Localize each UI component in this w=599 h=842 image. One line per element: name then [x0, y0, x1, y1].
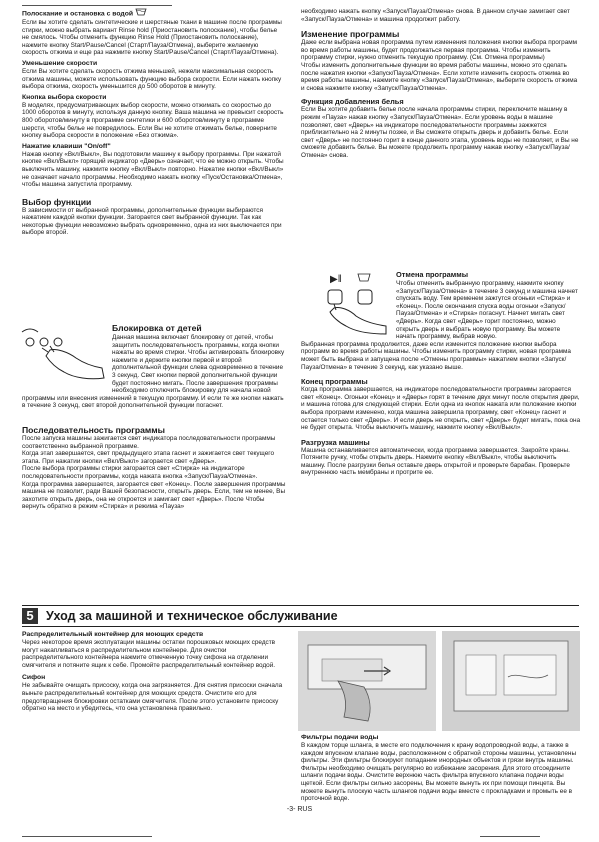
sequence-text-2: Когда этап завершается, свет предыдущего этапа гаснет и зажигается свет текущего этапа. При нажатии кнопки «Вкл/Выкл» загорается свет «Дверь».	[22, 450, 275, 465]
change-program-heading: Изменение программы	[301, 29, 400, 40]
change-program-text: Даже если выбрана новая программа путем изменения положения кнопки выбора программ во время работы машины, будет продолжаться первая программа. Чтобы изменить программу стирки, нужно отменить текущую программу. (См. Отмена программы)	[301, 39, 578, 62]
dispenser-photos	[298, 631, 580, 731]
child-lock-float	[22, 334, 112, 388]
siphon-heading: Сифон	[22, 674, 46, 682]
child-lock-text: Данная машина включает блокировку от детей, чтобы защитить последовательность программы, когда кнопки нажаты во время стирки. Чтобы активировать блокировку нажмите и держите кнопки первой и второй дополнительной функции слева одновременно в течение 3 секунд. Свет кнопки первой дополнительной функции будет постоянно мигать. После завершения программы необходимо отключить блокировку для начала новой программы или внесения изменений в текущую программу. И если те же кнопки нажать в течение 3 секунд, свет второй дополнительной функции погаснет.	[22, 334, 285, 410]
spin-button-heading: Кнопка выбора скорости	[22, 93, 107, 101]
dispenser-heading: Распределительный контейнер для моющих средств	[22, 631, 204, 638]
add-laundry-heading: Функция добавления белья	[301, 97, 404, 107]
end-program-text: Когда программа завершается, на индикаторе последовательности программы загорается свет «Конец». Огоньки «Конец» и «Дверь» горят в течение двух минут после открытия двери, и машина готова для следующей стирки. Если одна из кнопок нажата или положение кнопки выбора программ изменено, когда машина завершила программу, свет «Конец» гаснет и остается только свет «Дверь». И если дверь не открыть, свет «Дверь» будет мигать, пока она не будет открыта. Чтобы выключить машину, нажмите кнопку «Вкл/Выкл».	[301, 386, 581, 432]
filters-text: В каждом торце шланга, в месте его подключения к крану водопроводной воды, а также в каждом впускном клапане воды, расположенном с обратной стороны машины, установлены фильтры. Эти фильтры блокируют попадание инородных объектов и грязи внутрь машины. Фильтры необходимо очищать регулярно во избежание засорения. Для этого отсоедините шланги подачи воды. Очистите верхнюю часть фильтра впускного клапана подачи воды щеткой. Если фильтры сильно засорены, Вы можете вынуть их при помощи пинцета. Вы можете вынуть плоскую часть шлангов подачи воды вместе с прокладками и промыть ее в проточной воде.	[301, 742, 577, 803]
rinse-hold-text: Если вы хотите сделать синтетические и шерстяные ткани в машине после программы стирки, можно выбрать вариант Rinse hold (Приостановить полоскание), чтобы белье не смялось. Чтобы отменить функцию Rinse Hold (Приостановить полоскание), нажмите кнопку Start/Pause/Cancel (Старт/Пауза/Отмена), выберите желаемую скорость отжима и еще раз нажмите кнопку Start/Pause/Cancel (Старт/Пауза/Отмена).	[22, 19, 282, 57]
page-number: -3- RUS	[286, 806, 313, 813]
left-column-top	[22, 8, 286, 237]
bottom-rule-left	[22, 836, 152, 837]
spin-reduce-text: Если Вы хотите сделать скорость отжима меньшей, нежели максимальная скорость отжима машины, можете использовать функцию выбора скорости. Если нажать кнопку выбора отжима, скорость уменьшится до 500 оборотов в минуту.	[22, 67, 282, 91]
sequence-text-1: После запуска машины зажигается свет индикатора последовательности программы соответственно выбранной программе.	[22, 435, 276, 450]
unload-heading: Разгрузка машины	[301, 437, 370, 447]
child-lock-text-wrap	[22, 334, 286, 410]
cancel-program-block	[396, 270, 581, 279]
end-program-heading: Конец программы	[301, 377, 368, 387]
sequence-block	[22, 425, 286, 511]
child-lock-heading: Блокировка от детей	[112, 323, 202, 333]
bottom-rule-right	[480, 836, 540, 837]
section-title: Уход за машиной и техническое обслуживание	[46, 609, 338, 623]
cancel-program-text-wrap	[301, 280, 581, 477]
spin-reduce-heading: Уменьшение скорости	[22, 59, 98, 67]
onoff-text: Нажав кнопку «Вкл/Выкл», Вы подготовили машину к выбору программы. При нажатой кнопке «Вкл/Выкл» горящий индикатор «Дверь» означает, что ее можно открыть. Чтобы выключить машину, нажмите кнопку «Вкл/Выкл» повторно. Нажатие кнопки «Вкл/Выкл» не означает начало программы. Необходимо нажать кнопку «Пуск/Остановка/Отмена», чтобы машина запустила программу.	[22, 150, 284, 189]
unload-text: Машина останавливается автоматически, когда программа завершается. Закройте краны. Потяните ручку, чтобы открыть дверь. Нажмите кнопку «Вкл/Выкл», чтобы выключить машину. После разгрузки белья оставьте дверь открытой и проверьте барабан. Проверьте внутреннюю часть мембраны и протрите ее.	[301, 446, 570, 477]
rinse-hold-heading: Полоскание и остановка с водой	[22, 8, 286, 19]
maintenance-left	[22, 631, 286, 713]
function-select-heading: Выбор функции	[22, 196, 92, 207]
right-column-top	[301, 8, 581, 160]
cancel-program-float	[301, 280, 396, 338]
dispenser-text: Через некоторое время эксплуатации машины остатки порошковых моющих средств могут накапливаться в распределительном контейнере. Для очистки распределительного контейнера нажмите отмеченную точку сифона на отделении смягчителя и потяните ящик к себе. Промойте распределительный контейнер водой.	[22, 639, 276, 669]
filters-heading: Фильтры подачи воды	[301, 734, 379, 741]
cancel-program-heading: Отмена программы	[396, 270, 469, 279]
section-5-header	[22, 605, 579, 627]
spin-button-text: В моделях, предусматривающих выбор скорости, можно отжимать со скоростью до 1000 оборотов в минуту, используя данную кнопку. Ваша машина не превысит скорость 800 оборотов/минуту в программе синтетики и 600 оборотов/минуту в программе шерсти, чтобы белье не повредилось. Если Вы не хотите отжимать белье, поверните кнопку выбора скорости в положение «Без отжима».	[22, 101, 284, 140]
onoff-heading: Нажатие клавиши "On/off"	[22, 142, 111, 150]
section-number: 5	[22, 608, 38, 624]
svg-text:▶‖: ▶‖	[330, 274, 342, 285]
add-laundry-text: Если Вы хотите добавить белье после начала программы стирки, переключите машину в режим «Пауза» нажав кнопку «Запуск/Пауза/Отмена». Если уровень воды в машине позволяет, свет «Дверь» на индикаторе последовательности программы зажжется приблизительно на 2 минуты позже, и Вы сможете открыть дверь и добавить белье. Если свет «Дверь» не постоянно горит в конце данного этапа, уровень воды не позволяет, и Вы не сможете добавить белье. Вы можете продолжить программу нажав кнопку «Запуск/Пауза/Отмена» снова.	[301, 106, 579, 159]
top-rule	[22, 5, 172, 6]
function-select-text: В зависимости от выбранной программы, дополнительные функции выбираются нажатием каждой кнопки функции. Загорается свет выбранной функции. Так как некоторые функции невозможно выбрать одновременно, одна из них выключается при выборе второй.	[22, 206, 282, 237]
rinse-hold-icon	[135, 8, 147, 19]
siphon-text: Не забывайте очищать присоску, когда она загрязняется. Для снятия присоски сначала выньте распределительный контейнер для моющих средств. Очистите его для предотвращения блокировки остатками смягчителя. После этого установите присоску обратно на место и убедитесь, что она установлена правильно.	[22, 682, 283, 713]
continue-text: необходимо нажать кнопку «Запуск/Пауза/Отмена» снова. В данном случае замигает свет «Запуск/Пауза/Отмена» и машина продолжит работу.	[301, 8, 570, 23]
sequence-heading: Последовательность программы	[22, 425, 165, 435]
change-program-text-2: Чтобы изменить дополнительные функции во время работы машины, можно это сделать после нажатия кнопки «Запуск/Пауза/Отмена». Если хотите изменить скорость отжима во время работы машины, нажмите кнопку «Запуск/Пауза/Отмена», выберите скорость отжима и снова нажмите кнопку «Запуск/Пауза/Отмена».	[301, 61, 578, 92]
sequence-text-3: После выбора программы стирки загорается свет «Стирка» на индикаторе последовательности программы, когда нажата кнопка «Запуск/Пауза/Отмена».	[22, 465, 258, 480]
child-lock-block	[112, 323, 286, 333]
cancel-program-text-2: Выбранная программа продолжится, даже если изменится положение кнопки выбора программ во время работы машины. Чтобы изменить программу стирки, новая программа может быть выбрана и запущена после «Отмены программы» нажатием кнопки «Запуск/Пауза/Отмена» в течение 3 секунд, как указано выше.	[301, 340, 571, 371]
sequence-text-4: Когда программа завершается, загорается свет «Конец». После завершения программы машина не позволит, ради Вашей безопасности, открыть дверь. Если, тем не менее, Вы захотите открыть дверь, она не откроется и замигает свет «Дверь». После Чтобы вернуть обратно в режим «Стирка» и режима «Пауза»	[22, 480, 286, 511]
cancel-program-text: Чтобы отменить выбранную программу, нажмите кнопку «Запуск/Пауза/Отмена» в течение 3 секунд и машина начнет спускать воду. Тем временем зажгутся огоньки «Стирка» и «Конец». После окончания спуска воды огоньки «Запуск/Пауза/Отмена» и «Стирка» погаснут. Начнет мигать свет «Дверь». Когда свет «Дверь» горит постоянно, можно открыть дверь и выбрать новую программу. Вы можете начать программу, выбрав новую.	[396, 280, 578, 341]
filters-block	[301, 734, 581, 803]
